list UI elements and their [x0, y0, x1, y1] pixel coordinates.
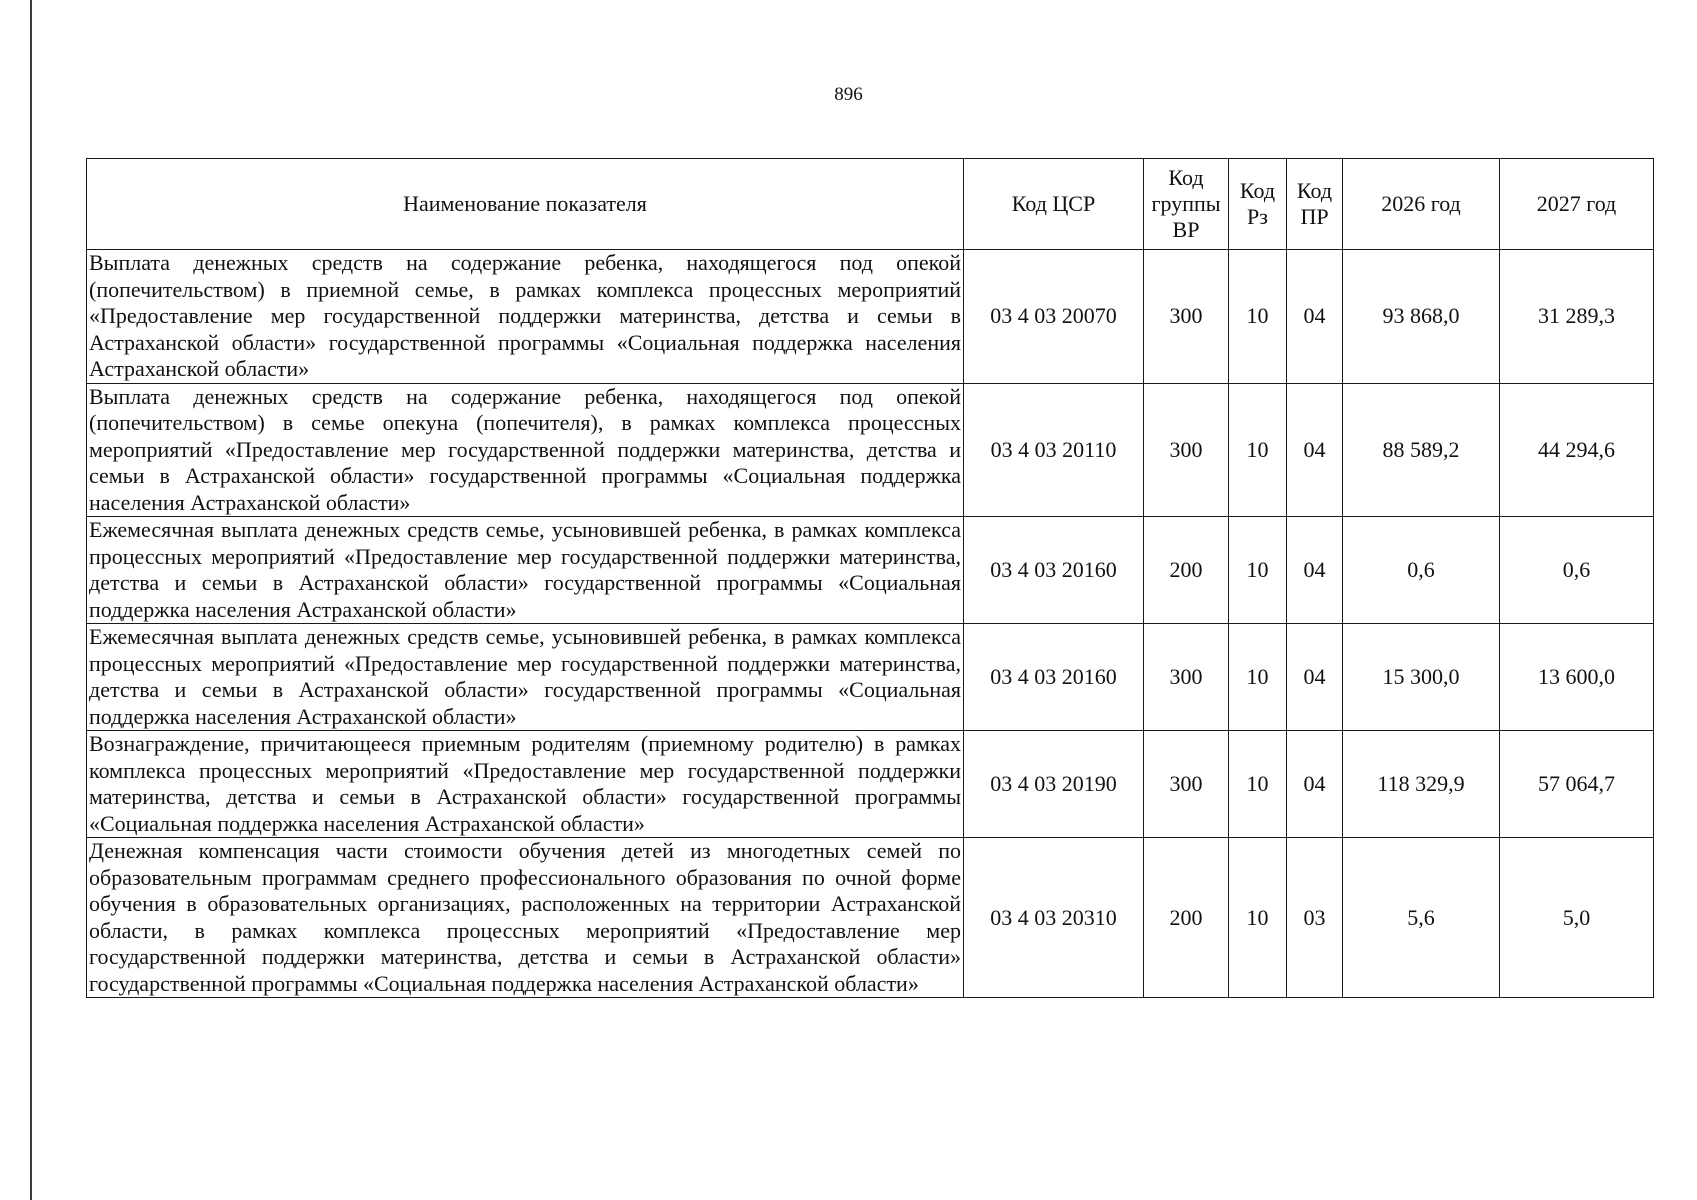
row-pr: 04 [1287, 517, 1343, 624]
header-year-2027: 2027 год [1500, 159, 1654, 250]
row-csr: 03 4 03 20160 [964, 624, 1144, 731]
row-year-2026: 15 300,0 [1343, 624, 1500, 731]
row-csr: 03 4 03 20070 [964, 250, 1144, 384]
header-rz: Код Рз [1229, 159, 1287, 250]
row-year-2027: 13 600,0 [1500, 624, 1654, 731]
row-year-2027: 44 294,6 [1500, 383, 1654, 517]
budget-table [86, 158, 1654, 998]
table-row [87, 731, 1654, 838]
header-vr: Код группы ВР [1144, 159, 1229, 250]
row-vr: 200 [1144, 838, 1229, 998]
row-name: Денежная компенсация части стоимости обучения детей из многодетных семей по образовательным программам среднего профессионального образования по очной форме обучения в образовательных организациях, расположенных на территории Астраханской области, в рамках комплекса процессных мероприятий «Предоставление мер государственной поддержки материнства, детства и семьи в Астраханской области» государственной программы «Социальная поддержка населения Астраханской области» [87, 838, 964, 998]
row-vr: 200 [1144, 517, 1229, 624]
row-year-2026: 93 868,0 [1343, 250, 1500, 384]
row-year-2026: 118 329,9 [1343, 731, 1500, 838]
row-vr: 300 [1144, 383, 1229, 517]
row-name: Ежемесячная выплата денежных средств семье, усыновившей ребенка, в рамках комплекса процессных мероприятий «Предоставление мер государственной поддержки материнства, детства и семьи в Астраханской области» государственной программы «Социальная поддержка населения Астраханской области» [87, 517, 964, 624]
header-year-2026: 2026 год [1343, 159, 1500, 250]
row-year-2027: 5,0 [1500, 838, 1654, 998]
row-year-2027: 0,6 [1500, 517, 1654, 624]
row-name: Ежемесячная выплата денежных средств семье, усыновившей ребенка, в рамках комплекса процессных мероприятий «Предоставление мер государственной поддержки материнства, детства и семьи в Астраханской области» государственной программы «Социальная поддержка населения Астраханской области» [87, 624, 964, 731]
header-csr: Код ЦСР [964, 159, 1144, 250]
row-rz: 10 [1229, 731, 1287, 838]
row-pr: 04 [1287, 624, 1343, 731]
row-rz: 10 [1229, 838, 1287, 998]
row-pr: 04 [1287, 383, 1343, 517]
row-year-2026: 88 589,2 [1343, 383, 1500, 517]
table-row [87, 250, 1654, 384]
page-number: 896 [834, 84, 863, 105]
row-year-2027: 57 064,7 [1500, 731, 1654, 838]
row-rz: 10 [1229, 517, 1287, 624]
table-row [87, 383, 1654, 517]
header-name: Наименование показателя [87, 159, 964, 250]
table-row [87, 517, 1654, 624]
row-rz: 10 [1229, 250, 1287, 384]
row-vr: 300 [1144, 250, 1229, 384]
row-name: Вознаграждение, причитающееся приемным родителям (приемному родителю) в рамках комплекса процессных мероприятий «Предоставление мер государственной поддержки материнства, детства и семьи в Астраханской области» государственной программы «Социальная поддержка населения Астраханской области» [87, 731, 964, 838]
scan-edge-line [30, 0, 32, 1200]
row-csr: 03 4 03 20190 [964, 731, 1144, 838]
row-csr: 03 4 03 20110 [964, 383, 1144, 517]
row-year-2027: 31 289,3 [1500, 250, 1654, 384]
table-row [87, 624, 1654, 731]
row-year-2026: 0,6 [1343, 517, 1500, 624]
row-vr: 300 [1144, 731, 1229, 838]
table-header-row [87, 159, 1654, 250]
row-name: Выплата денежных средств на содержание ребенка, находящегося под опекой (попечительством) в семье опекуна (попечителя), в рамках комплекса процессных мероприятий «Предоставление мер государственной поддержки материнства, детства и семьи в Астраханской области» государственной программы «Социальная поддержка населения Астраханской области» [87, 383, 964, 517]
row-rz: 10 [1229, 624, 1287, 731]
row-vr: 300 [1144, 624, 1229, 731]
header-pr: Код ПР [1287, 159, 1343, 250]
row-name: Выплата денежных средств на содержание ребенка, находящегося под опекой (попечительством) в приемной семье, в рамках комплекса процессных мероприятий «Предоставление мер государственной поддержки материнства, детства и семьи в Астраханской области» государственной программы «Социальная поддержка населения Астраханской области» [87, 250, 964, 384]
row-pr: 03 [1287, 838, 1343, 998]
row-year-2026: 5,6 [1343, 838, 1500, 998]
row-csr: 03 4 03 20160 [964, 517, 1144, 624]
table-row [87, 838, 1654, 998]
row-csr: 03 4 03 20310 [964, 838, 1144, 998]
row-pr: 04 [1287, 250, 1343, 384]
row-rz: 10 [1229, 383, 1287, 517]
row-pr: 04 [1287, 731, 1343, 838]
